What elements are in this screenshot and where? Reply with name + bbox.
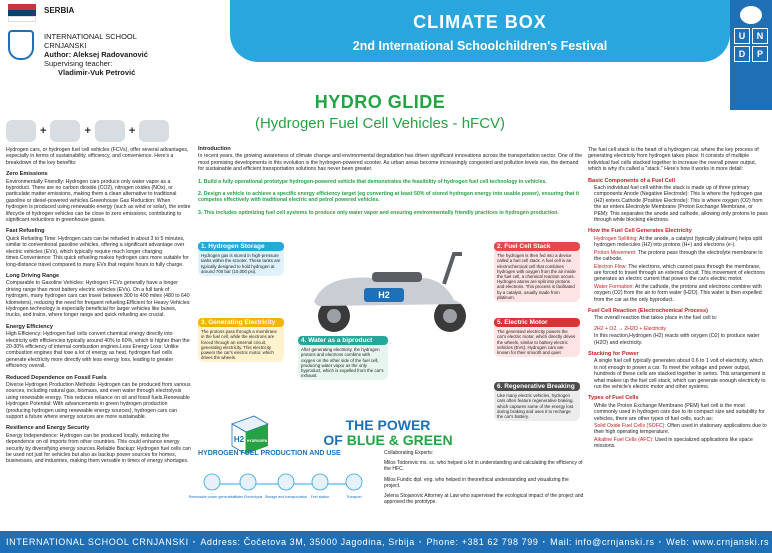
- reaction-after: In this reaction,Hydrogen (H2) reacts with oxygen (O2) to produce water (H2O) and electricity.: [594, 333, 760, 346]
- basic-components-text: Each individual fuel cell within the stack is made up of three primary components:Anode (Negative Electrode): This is where the hydrogen gas (H2) enters.Cathode (Positive Electrode): This is where oxygen (O2) from the air enters.Electrolyte Membrane (Proton Exchange Membrane, or PEM): This separates the anode and cathode, allowing only protons to pass through while blocking electrons.: [594, 185, 768, 224]
- how-item-text: At the anode, a catalyst (typically platinum) helps split hydrogen molecules (H2) into protons (H+) and electrons (e-).: [594, 235, 763, 249]
- section-text: Environmentally Friendly: Hydrogen cars produce only water vapor as a byproduct. There are no carbon dioxide (CO2), nitrogen oxides (NOx), or particulate matter emissions, making them a clean alternative to traditional gasoline or diesel-powered vehicles.Greenhouse Gas Reduction: When hydrogen is produced using renewable energy (such as wind or solar), the entire lifecycle of hydrogen vehicles can be close to zero emissions, contributing to significant reductions in greenhouse gases.: [6, 178, 191, 224]
- storage-tank-icon: [278, 474, 294, 490]
- how-item-text: The electrons, which cannot pass through the membrane, are forced to travel through an external circuit. This movement of electrons generates an electric current that powers the car's electric motor.: [594, 263, 765, 283]
- goal-item: 2. Design a vehicle to achieve a specific energy efficiency target (eg converting at least 50% of stored hydrogen energy into usable power), ensuring that it competes effectively with traditional electric and petrol powered vehicles.: [198, 191, 580, 204]
- header: [0, 0, 772, 90]
- section-text: Quick Refueling Time: Hydrogen cars can be refueled in about 3 to 5 minutes, similar to conventional gasoline vehicles, offering a significant advantage over electric vehicles (EVs), which typically require much longer charging times.Convenience: This quick refueling makes hydrogen cars more suitable for long-distance travel compared to many EVs that require hours to fully charge.: [6, 235, 189, 268]
- cube-h2-text: H2: [233, 435, 245, 444]
- slogan-of: OF: [323, 432, 347, 448]
- footer-mail[interactable]: Mail: info@crnjanski.rs: [550, 537, 655, 547]
- card-text: The hydrogen is then fed into a device called a fuel cell stack. A fuel cell is an electrochemical cell that combines hydrogen with oxygen from the air inside the fuel cell, a chemical reaction occurs. Hydrogen atoms are split into protons and electrons. This process is facilitated by a catalyst, usually made from platinum.: [497, 253, 576, 300]
- undp-letter: P: [752, 46, 768, 62]
- stacking-heading: Stacking for Power: [588, 350, 639, 357]
- expert-item: Jelena Stojanovic Attorney at Law who supervised the ecological impact of the project and approved the prototype.: [384, 493, 584, 506]
- section-heading: Fast Refueling: [6, 228, 45, 235]
- production-step: Fuel station: [310, 495, 330, 499]
- section-heading: Energy Efficiency: [6, 323, 53, 330]
- country-label: SERBIA: [44, 6, 75, 15]
- event-subtitle: 2nd International Schoolchildren's Festival: [352, 39, 608, 53]
- reaction-text: The overall reaction that takes place in the fuel cell is:: [594, 315, 718, 322]
- title-line2: (Hydrogen Fuel Cell Vehicles - hFCV): [254, 115, 506, 132]
- undp-letter: U: [734, 28, 750, 44]
- production-title: HYDROGEN FUEL PRODUCTION AND USE: [198, 450, 341, 457]
- card-heading: 4. Water as a biproduct: [298, 336, 388, 345]
- experts-section: [384, 450, 584, 509]
- types-item-heading: Solid Oxide Fuel Cells (SOFC):: [594, 423, 666, 430]
- intro-text: In recent years, the growing awareness of climate change and environmental degradation has driven significant innovations across the transportation sector. One of the most promising developments in this evolution is the hydrogen-powered scooter. As urban areas become increasingly congested and pollution levels rise, the demand for sustainable and efficient transportation solutions has never been greater.: [198, 153, 583, 173]
- experts-heading: Collaborating Experts:: [384, 450, 434, 456]
- card-text: The protons pass through a membrane in the fuel cell, while the electrons are forced through an external circuit, generating electricity. This electricity powers the car's electric motor, which drives the wheels.: [201, 329, 277, 361]
- un-emblem-icon: [740, 6, 762, 24]
- battery-icon: [139, 120, 169, 142]
- section-heading: Resilience and Energy Security: [6, 425, 90, 432]
- fuel-cell-icon: [50, 120, 80, 142]
- school-name-line2: CRNJANSKI: [44, 41, 87, 50]
- footer-bar: INTERNATIONAL SCHOOL CRNJANSKI · Address: Čočetova 3M, 35000 Jagodina, Srbija · Phone: +381 62 798 799 · Mail: info@crnjanski.rs · Web: www.crnjanski.rs: [0, 531, 772, 553]
- types-heading: Types of Fuel Cells: [588, 395, 639, 402]
- section-text: Energy Independence: Hydrogen can be produced locally, reducing the dependence on oil imports from other countries. This could enhance energy security by diversifying energy sources.Reliable Backup: Hydrogen fuel cells can be used not just for vehicles but also as backup power sources for homes, businesses, and industries, making them versatile in times of energy shortages.: [6, 432, 191, 465]
- how-item-text: At the cathode, the protons and electrons combine with oxygen (O2) from the air to form water (H2O). This water is then expelled from the car as the only byproduct.: [594, 283, 762, 303]
- undp-letter: N: [752, 28, 768, 44]
- card-text: After generating electricity, the hydrogen protons and electrons combine with oxygen on the other side of the fuel cell, producing water vapor as the only byproduct, which is expelled from the car's exhaust.: [301, 347, 384, 379]
- footer-web[interactable]: Web: www.crnjanski.rs: [666, 537, 770, 547]
- production-chain-diagram: [188, 462, 368, 512]
- card-heading: 3. Generating Electricity: [198, 318, 284, 327]
- stacking-text: A single fuel cell typically generates about 0.6 to 1 volt of electricity, which is not enough to power a car. To meet the voltage and power output, hundreds of these cells are stacked together in series. This arrangement is what makes up the fuel cell stack, which can generate enough electricity to run the vehicle's electric motor and other systems.: [594, 358, 766, 390]
- card-regenerative-breaking: [494, 382, 580, 421]
- event-title: CLIMATE BOX: [413, 12, 547, 32]
- card-text: Like many electric vehicles, hydrogen cars often feature regenerative braking, which captures some of the energy lost during braking and uses it to recharge the car's battery.: [497, 393, 574, 420]
- how-heading: How the Fuel Cell Generates Electricity: [588, 228, 692, 235]
- card-water-byproduct: [298, 336, 388, 380]
- types-item-text: Often used in stationary applications due to their high operating temperature.: [594, 423, 767, 436]
- card-electric-motor: [494, 318, 580, 357]
- types-item-text: Used in specialized applications like space missions.: [594, 436, 753, 450]
- card-heading: 1. Hydrogen Storage: [198, 242, 284, 251]
- scooter-illustration: [294, 244, 490, 336]
- card-text: The generated electricity powers the car's electric motor, which directly drives the wheels, similar to battery electric vehicles (EVs). Hydrogen cars are known for their smooth and quiet: [497, 329, 576, 356]
- school-info: [44, 32, 148, 77]
- plus-icon: +: [128, 125, 136, 137]
- how-item-heading: Proton Movement:: [594, 249, 637, 256]
- solar-panel-icon: [204, 474, 220, 490]
- scooter-h2-badge: H2: [378, 290, 390, 300]
- how-item-heading: Hydrogen Splitting:: [594, 235, 638, 242]
- types-text: While the Proton Exchange Membrane (PEM) fuel cell is the most commonly used in hydrogen cars due to its compact size and suitability for vehicles, there are other types of fuel cells, such as:: [594, 402, 765, 422]
- production-step: Storage and transportation: [264, 495, 308, 499]
- expert-item: Milos Todorovic ms. sc. who helped a lot in understanding and calculating the efficiency of the HFC.: [384, 460, 583, 473]
- footer-phone: Phone: +381 62 798 799: [426, 537, 539, 547]
- how-item-text: The protons pass through the electrolyte membrane to the cathode.: [594, 249, 763, 263]
- poster-title: [160, 92, 600, 132]
- school-crest-icon: [8, 30, 34, 60]
- slogan-blue-green: BLUE & GREEN: [346, 432, 453, 448]
- title-line1: HYDRO GLIDE: [314, 92, 446, 112]
- section-heading: Long Driving Range: [6, 272, 60, 279]
- school-name-line1: INTERNATIONAL SCHOOL: [44, 32, 137, 41]
- electrolyzer-icon: [240, 474, 256, 490]
- intro-heading: Introduction: [198, 146, 231, 152]
- benefits-column: [6, 146, 192, 465]
- undp-logo: [730, 0, 772, 110]
- hydrogen-scooter-diagram: [198, 240, 584, 420]
- fuel-cell-column: [588, 146, 768, 450]
- production-step: Water Electrolysis: [233, 495, 263, 499]
- footer-school: INTERNATIONAL SCHOOL CRNJANSKI: [6, 537, 189, 547]
- types-item-heading: Alkaline Fuel Cells (AFC):: [594, 436, 654, 443]
- card-heading: 2. Fuel Cell Stack: [494, 242, 580, 251]
- card-text: Hydrogen gas is stored in high-pressure tanks within the scooter. These tanks are typically designed to hold hydrogen at around 700 bar (10,000 psi).: [201, 253, 281, 274]
- reaction-heading: Fuel Cell Reaction (Electrochemical Process): [588, 307, 708, 314]
- intro-column: [198, 146, 584, 216]
- goal-item: 1. Build a fully operational prototype hydrogen-powered vehicle that demonstrates the feasibility of hydrogen fuel cell technology in vehicles.: [198, 178, 547, 185]
- plus-icon: +: [84, 125, 91, 137]
- vehicle-icons-row: [6, 118, 191, 144]
- plus-icon: +: [40, 125, 47, 137]
- tank-icon: [95, 120, 125, 142]
- cube-hydrogen-text: HYDROGEN: [246, 439, 268, 443]
- section-heading: Reduced Dependence on Fossil Fuels: [6, 374, 107, 381]
- fuel-cell-intro: The fuel cell stack is the heart of a hydrogen car, where the key process of generating electricity from hydrogen takes place. It consists of multiple individual fuel cells stacked together to increase the overall power output, which is why it's called a "stack." Here's how it works in more detail:: [588, 147, 759, 173]
- scooter-icon: [6, 120, 36, 142]
- card-heading: 6. Regenerative Breaking: [494, 382, 580, 391]
- section-text: Comparable to Gasoline Vehicles: Hydrogen FCVs generally have a longer driving range than most battery electric vehicles (EVs). On a full tank of hydrogen, many hydrogen cars can travel between 300 to 400 miles (480 to 640 kilometers), reducing the need for frequent refueling.Efficient for Heavy Vehicles: Hydrogen technology is especially beneficial for larger vehicles like buses, trucks, and trains, where longer range and quick refueling are crucial.: [6, 280, 191, 319]
- teacher-label: Supervising teacher:: [44, 59, 113, 68]
- fuel-pump-icon: [312, 474, 328, 490]
- production-step: Transport: [346, 495, 362, 499]
- truck-icon: [346, 474, 362, 490]
- expert-item: Milos Fundic dipl. eng. who helped in theorethical understanding and visualizing the project.: [384, 476, 569, 489]
- power-slogan: [318, 418, 458, 448]
- how-item-heading: Water Formation:: [594, 283, 634, 290]
- benefits-intro: Hydrogen cars, or hydrogen fuel cell vehicles (FCVs), offer several advantages, especially in terms of sustainability, efficiency, and convenience. Here's a breakdown of the key benefits:: [6, 147, 189, 166]
- event-banner: [230, 0, 730, 62]
- card-generating-electricity: [198, 318, 284, 362]
- section-heading: Zero Emissions: [6, 171, 48, 178]
- how-item-heading: Electron Flow:: [594, 263, 627, 270]
- goal-item: 3. This includes optimizing fuel cell systems to produce only water vapor and ensuring environmentally friendly practices in hydrogen production.: [198, 209, 559, 216]
- undp-letter: D: [734, 46, 750, 62]
- card-fuel-cell-stack: [494, 242, 580, 302]
- author: Author: Aleksej Radovanović: [44, 50, 148, 59]
- section-text: Diverse Hydrogen Production Methods: Hydrogen can be produced from various sources, including natural gas, biomass, and even water through electrolysis using renewable energy. This reduces reliance on oil and fossil fuels.Renewable Hydrogen Potential: With advancements in green hydrogen production (producing hydrogen using renewable energy sources), hydrogen cars can support a future where energy sources are more sustainable.: [6, 382, 191, 421]
- footer-address: Address: Čočetova 3M, 35000 Jagodina, Srbija: [200, 537, 415, 547]
- teacher-name: Vladimir-Vuk Petrović: [58, 68, 136, 77]
- production-step: Renewable power generation: [188, 495, 236, 499]
- card-hydrogen-storage: [198, 242, 284, 276]
- serbia-flag-icon: [8, 4, 36, 22]
- slogan-line1: THE POWER: [345, 417, 431, 433]
- section-text: High Efficiency: Hydrogen fuel cells convert chemical energy directly into electricity with efficiencies typically around 40% to 60%, which is higher than the 20-30% efficiency of internal combustion engines.Less Energy Loss: Unlike combustion engines that lose a lot of energy as heat, hydrogen fuel cells generate electricity more directly with less energy loss, leading to greater efficiency overall.: [6, 331, 190, 370]
- reaction-equation: 2H2 + O2 → 2H2O + Electricity: [594, 325, 667, 332]
- basic-components-heading: Basic Components of a Fuel Cell: [588, 177, 676, 184]
- card-heading: 5. Electric Motor: [494, 318, 580, 327]
